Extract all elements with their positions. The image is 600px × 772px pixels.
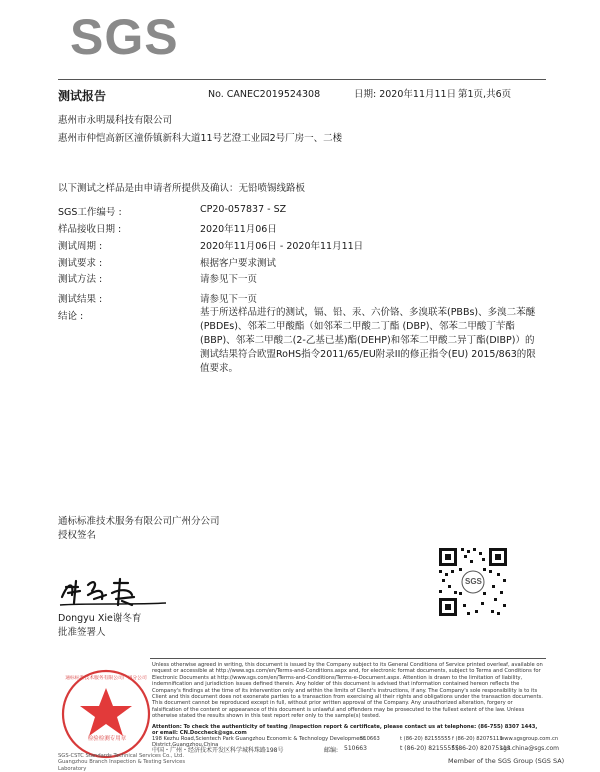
field-value: 请参见下一页 — [200, 294, 258, 305]
footer-authenticity-note: Attention: To check the authenticity of testing /inspection report & certificate, please contact us at telephone: (86-755) 8307 1443, or email: CN.Doccheck@sgs.com — [152, 724, 538, 737]
issuing-company: 通标标准技术服务有限公司广州分公司 — [58, 516, 220, 527]
page-number: 第1页,共6页 — [458, 89, 512, 100]
field-label: 测试方法 : — [58, 274, 103, 285]
footer-postcode-en: 510663 — [360, 736, 380, 742]
field-label: 样品接收日期 : — [58, 224, 122, 235]
approver-label: 批准签署人 — [58, 627, 106, 638]
sample-intro: 以下测试之样品是由申请者所提供及确认：无铅喷锡线路板 — [58, 183, 306, 194]
stamp-inner-text: 检验检测专用章 — [87, 736, 127, 742]
red-seal-stamp — [60, 668, 152, 760]
field-value: 根据客户要求测试 — [200, 258, 277, 269]
field-label: 测试要求 : — [58, 258, 103, 269]
conclusion-label: 结论 : — [58, 311, 84, 322]
footer-postcode-cn-label: 邮编: — [324, 747, 339, 754]
conclusion-text: 基于所送样品进行的测试，镉、铅、汞、六价铬、多溴联苯(PBBs)、多溴二苯醚(PBDEs)、邻苯二甲酸酯（如邻苯二甲酸二丁酯 (DBP)、邻苯二甲酸丁苄酯(BBP)、邻苯二甲酸二(2-乙基已基)酯(DEHP)和邻苯二甲酸二异丁酯(DIBP)）的测试结果符合欧盟RoHS指令2011/65/EU附录II的修正指令(EU) 2015/863的限值要求。 — [200, 307, 536, 374]
footer-tel-cn: t (86-20) 82155555 — [400, 745, 459, 752]
field-value: 2020年11月06日 - 2020年11月11日 — [200, 241, 364, 252]
footer-email[interactable]: sgs.china@sgs.com — [500, 745, 559, 752]
footer-fax-cn: f (86-20) 82075113 — [452, 745, 511, 752]
field-value: 请参见下一页 — [200, 274, 258, 285]
footer-postcode-cn: 510663 — [344, 745, 367, 752]
report-title: 测试报告 — [58, 89, 107, 103]
client-address: 惠州市仲恺高新区潼侨镇新科大道11号艺澄工业园2号厂房一、二楼 — [58, 133, 343, 144]
handwritten-signature — [58, 575, 168, 609]
footer-stamp-caption: SGS-CSTC Standards Technical Services Co., Ltd. Guangzhou Branch Inspection & Testing Services Laboratory — [58, 753, 186, 772]
footer-divider — [150, 658, 546, 659]
authorized-signature-label: 授权签名 — [58, 530, 97, 541]
signer-name: Dongyu Xie谢冬育 — [58, 613, 142, 624]
footer-disclaimer: Unless otherwise agreed in writing, this document is issued by the Company subject to its General Conditions of Service printed overleaf, available on request or accessible at http://www.sgs.com/en/Terms-and-Conditions.aspx and, for electronic format documents, subject to Terms and Conditions for Electronic Documents at http://www.sgs.com/en/Terms-and-Conditions/Terms-e-Document.aspx. Attention is drawn to the limitation of liability, indemnification and jurisdiction issues defined therein. Any holder of this document is advised that information contained hereon reflects the Company's findings at the time of its intervention only and within the limits of Client's instructions, if any. The Company's sole responsibility is to its Client and this document does not exonerate parties to a transaction from exercising all their rights and obligations under the transaction documents. This document cannot be reproduced except in full, without prior written approval of the Company. Any unauthorized alteration, forgery or falsification of the content or appearance of this document is unlawful and offenders may be prosecuted to the fullest extent of the law. Unless otherwise stated the results shown in this test report refer only to the sample(s) tested. — [152, 662, 543, 720]
footer-fax-en: f (86-20) 82075113 — [452, 736, 503, 742]
field-label: 测试结果 : — [58, 294, 103, 305]
field-value: 2020年11月06日 — [200, 224, 277, 235]
qr-sgs-mark: SGS — [465, 577, 482, 586]
report-number: No. CANEC2019524308 — [208, 89, 321, 100]
field-label: 测试周期 : — [58, 241, 103, 252]
header-divider — [58, 79, 546, 80]
footer-address-en: 198 Kezhu Road,Scientech Park Guangzhou Economic & Technology Development District,Guangzhou,China — [152, 736, 365, 749]
field-label: SGS工作编号 : — [58, 207, 122, 218]
report-date: 日期: 2020年11月11日 — [354, 89, 457, 100]
stamp-ring-text: 通标标准技术服务有限公司广州分公司 — [65, 676, 147, 681]
footer-tel-en: t (86-20) 82155555 — [400, 736, 451, 742]
client-name: 惠州市永明晟科技有限公司 — [58, 115, 173, 126]
footer-website[interactable]: www.sgsgroup.com.cn — [500, 736, 559, 742]
field-value: CP20-057837 - SZ — [200, 204, 287, 215]
footer-address-cn: 中国・广州・经济技术开发区科学城科珠路198号 — [152, 747, 284, 754]
sgs-logo: SGS — [70, 9, 179, 65]
footer-member: Member of the SGS Group (SGS SA) — [448, 757, 565, 765]
